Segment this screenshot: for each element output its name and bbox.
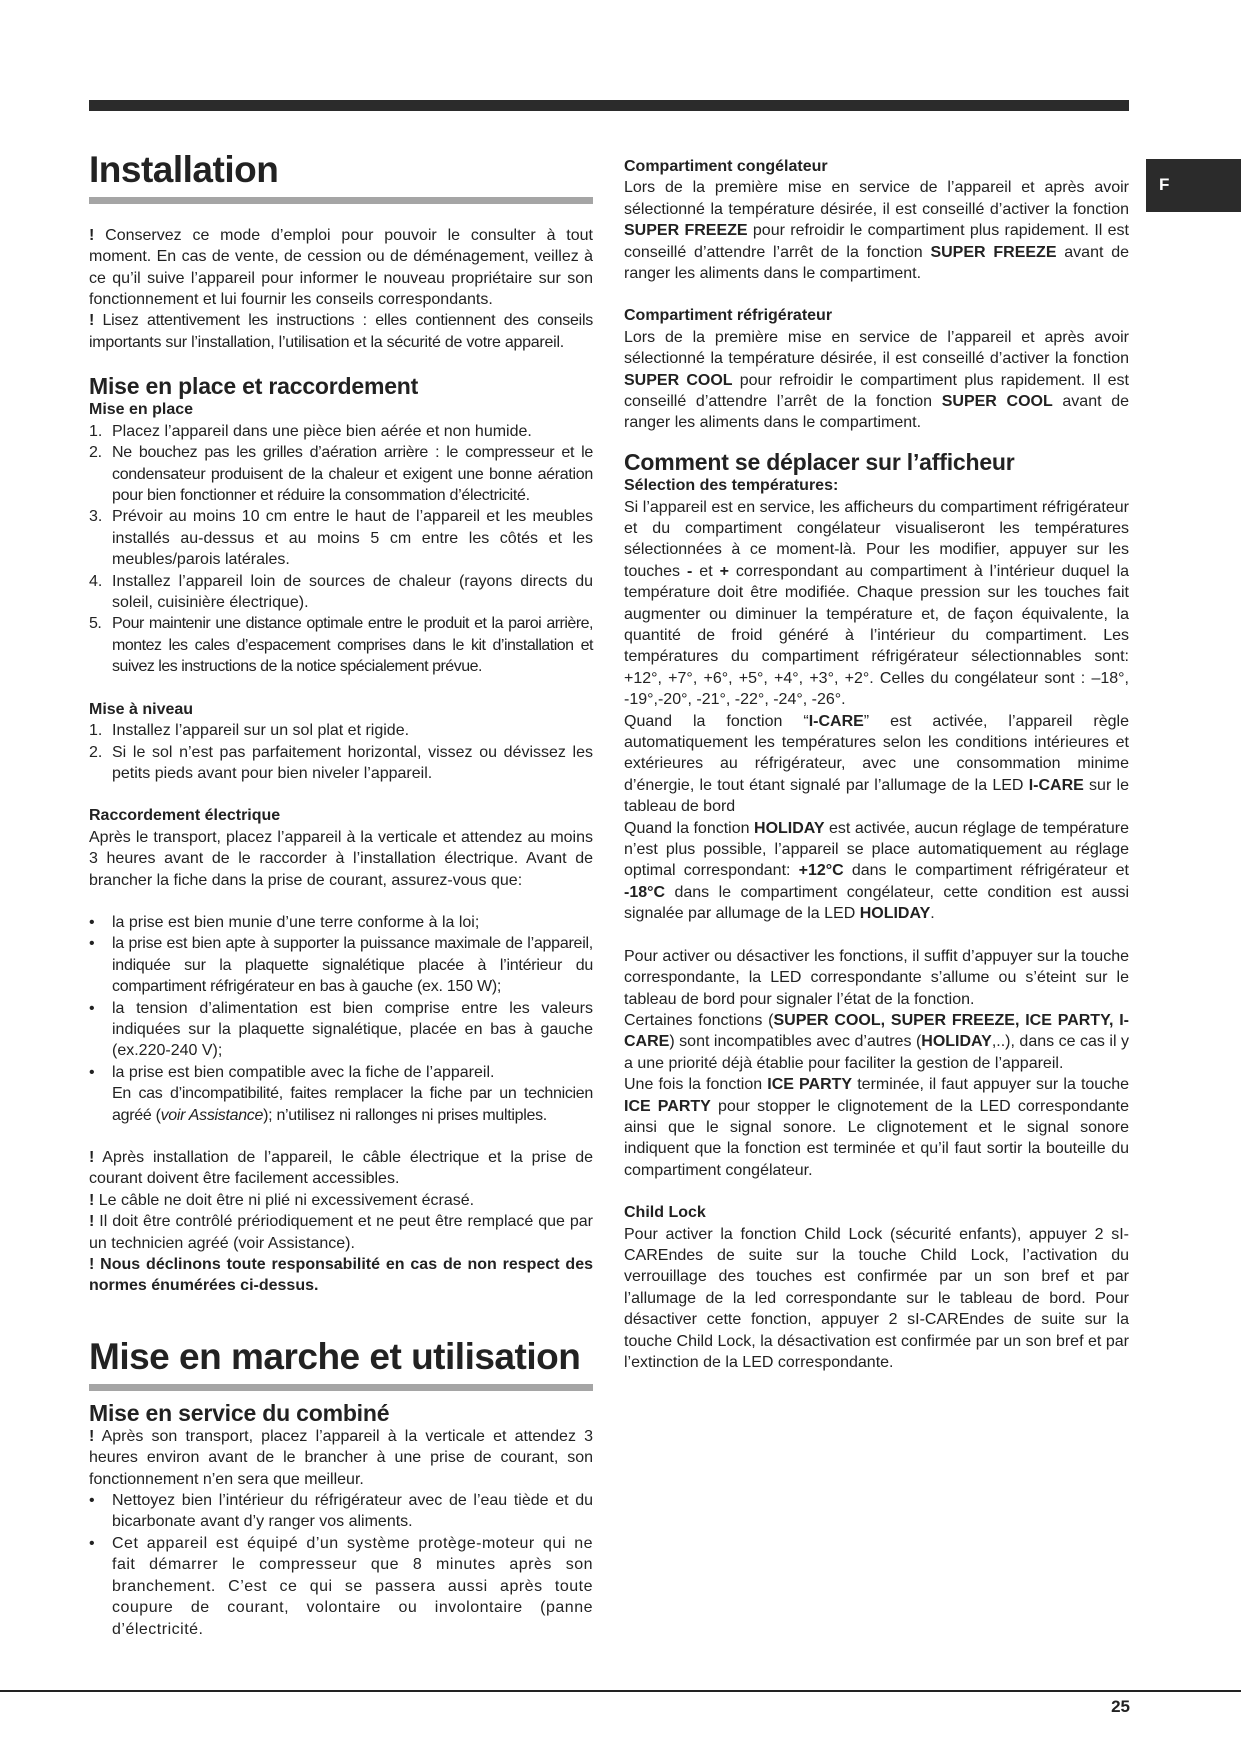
holiday-paragraph: Quand la fonction HOLIDAY est activée, aucun réglage de température n’est plus possible, l’appareil se place automatiquement au réglage optimal correspondant: +12°C dans le compartiment réfrigérateur et -18°C dans le compartiment congélateur, cette condition est aussi signalée par allumage de la LED HOLIDAY. [624,819,1130,923]
startup-title: Mise en marche et utilisation [89,1335,581,1377]
list-item: • Cet appareil est équipé d’un système protège-moteur qui ne fait démarrer le compresseur que 8 minutes après son branchement. C’est ce qui se passera aussi après toute coupure de courant, volontaire ou involontaire (panne d’électricité. [89,1534,593,1638]
right-column [624,156,1129,1373]
assistance-reference: voir Assistance [160,1106,264,1124]
service-bullets [89,1490,593,1640]
list-item: 1. Placez l’appareil dans une pièce bien aérée et non humide. [89,422,532,440]
intro-paragraph-1: ! Conservez ce mode d’emploi pour pouvoir le consulter à tout moment. En cas de vente, de cession ou de déménagement, veillez à ce qu’il suive l’appareil pour informer le nouveau propriétaire sur son fonctionnement et lui fournir les conseils correspondants. [89,226,593,308]
startup-title-rule [89,1384,593,1391]
temps-subheading: Sélection des températures: [624,477,839,495]
electric-intro: Après le transport, placez l’appareil à la verticale et attendez au moins 3 heures avant de le raccorder à l’installation électrique. Avant de brancher la fiche dans la prise de courant, assurez-vous que: [89,828,593,889]
warning-2: ! Le câble ne doit être ni plié ni excessivement écrasé. [89,1191,475,1209]
icare-paragraph: Quand la fonction “I-CARE” est activée, l’appareil règle automatiquement les températures selon les conditions intérieures et extérieures au réfrigérateur, avec une consommation minime d’énergie, le tout étant signalé par l’allumage de la LED I-CARE sur le tableau de bord [624,712,1129,816]
disclaimer: ! Nous déclinons toute responsabilité en cas de non respect des normes énumérées ci-dessus. [89,1256,593,1295]
installation-title-rule [89,197,593,204]
fridge-paragraph: Lors de la première mise en service de l’appareil et après avoir sélectionné la température désirée, il est conseillé d’activer la fonction SUPER COOL pour refroidir le compartiment plus rapidement. Il est conseillé d’attendre l’arrêt de la fonction SUPER COOL avant de ranger les aliments dans le compartiment. [624,328,1130,432]
freezer-heading: Compartiment congélateur [624,158,828,175]
installation-title: Installation [89,149,279,190]
list-item: • Nettoyez bien l’intérieur du réfrigérateur avec de l’eau tiède et du bicarbonate avant d’y ranger vos aliments. [89,1492,593,1531]
child-lock-paragraph: Pour activer la fonction Child Lock (sécurité enfants), appuyer 2 sI-CAREndes de suite sur la touche Child Lock, l’activation du verrouillage des touches est confirmée par un son bref et par l’allumage de la led correspondante sur le tableau de bord. Pour désactiver cette fonction, appuyer 2 sI-CAREndes de suite sur la touche Child Lock, la désactivation est confirmée par un son bref et par l’extinction de la LED correspondante. [624,1225,1129,1372]
top-rule [89,100,1129,111]
service-heading: Mise en service du combiné [89,1399,390,1426]
freezer-paragraph: Lors de la première mise en service de l’appareil et après avoir sélectionné la température désirée, il est conseillé d’activer la fonction SUPER FREEZE pour refroidir le compartiment plus rapidement. Il est conseillé d’attendre l’arrêt de la fonction SUPER FREEZE avant de ranger les aliments dans le compartiment. [624,179,1130,283]
list-item: 3. Prévoir au moins 10 cm entre le haut de l’appareil et les meubles installés au-dessus et au moins 5 cm entre les côtés et les meubles/parois latérales. [89,508,593,569]
level-subheading: Mise à niveau [89,700,194,718]
ice-party-paragraph: Une fois la fonction ICE PARTY terminée, il faut appuyer sur la touche ICE PARTY pour stopper le clignotement de la LED correspondante ainsi que le signal sonore. Le clignotement et le signal sonore indiquent que la fonction est terminée et qu’il faut sortir la bouteille du compartiment congélateur. [624,1076,1130,1179]
list-item: 4. Installez l’appareil loin de sources de chaleur (rayons directs du soleil, cuisinière électrique). [89,572,593,612]
fridge-heading: Compartiment réfrigérateur [624,307,833,325]
activate-paragraph: Pour activer ou désactiver les fonctions, il suffit d’appuyer sur la touche correspondante, la LED correspondante s’allume ou s’éteint sur le tableau de bord pour signaler l’état de la fonction. [624,947,1129,1008]
placement-subheading: Mise en place [89,401,194,419]
list-item: • la prise est bien compatible avec la fiche de l’appareil. En cas d’incompatibilité, faites remplacer la fiche par un technicien agréé (voir Assistance); n’utilisez ni rallonges ni prises multiples. [89,1063,593,1124]
left-column [89,150,593,1640]
service-paragraph: ! Après son transport, placez l’appareil à la verticale et attendez 3 heures environ avant de le brancher à une prise de courant, son fonctionnement n’en sera que meilleur. [89,1427,593,1488]
language-tab [1146,159,1241,212]
list-item: 1. Installez l’appareil sur un sol plat et rigide. [89,722,410,740]
child-lock-heading: Child Lock [624,1204,706,1222]
temps-paragraph: Si l’appareil est en service, les afficheurs du compartiment réfrigérateur et du compartiment congélateur visualiseront les températures sélectionnées à ce moment-là. Pour les modifier, appuyer sur les touches - et + correspondant au compartiment à l’intérieur duquel la température doit être modifiée. Chaque pression sur les touches fait augmenter ou diminuer la température et, de façon équivalente, la quantité de froid généré à l’intérieur du compartiment. Les températures du compartiment réfrigérateur sélectionnables sont: +12°, +7°, +6°, +5°, +4°, +3°, +2°. Celles du congélateur sont : –18°, -19°,-20°, -21°, -22°, -24°, -26°. [624,498,1130,709]
level-list [89,720,593,784]
warning-1: ! Après installation de l’appareil, le câble électrique et la prise de courant doivent être facilement accessibles. [89,1149,593,1188]
list-item: 2. Ne bouchez pas les grilles d’aération arrière : le compresseur et le condensateur produisent de la chaleur et exigent une bonne aération pour bien fonctionner et réduire la consommation d’électricité. [89,444,593,505]
placement-heading: Mise en place et raccordement [89,373,419,400]
bottom-rule [0,1690,1241,1692]
list-item: 5. Pour maintenir une distance optimale entre le produit et la paroi arrière, montez les cales d’espacement comprises dans le kit d’installation et suivez les instructions de la notice spécialement prévue. [89,615,593,676]
warning-3: ! Il doit être contrôlé prériodiquement et ne peut être remplacé que par un technicien agréé (voir Assistance). [89,1213,593,1252]
electric-subheading: Raccordement électrique [89,807,281,825]
placement-list [89,421,593,678]
list-item: 2. Si le sol n’est pas parfaitement horizontal, vissez ou dévissez les petits pieds avant pour bien niveler l’appareil. [89,743,593,782]
intro-paragraph-2: ! Lisez attentivement les instructions : elles contiennent des conseils importants sur l’installation, l’utilisation et la sécurité de votre appareil. [89,312,593,351]
list-item: • la tension d’alimentation est bien comprise entre les valeurs indiquées sur la plaquette signalétique, placée en bas à gauche (ex.220-240 V); [89,999,593,1060]
list-item: • la prise est bien apte à supporter la puissance maximale de l’appareil, indiquée sur la plaquette signalétique placée à l’intérieur du compartiment réfrigérateur en bas à gauche (ex. 150 W); [89,935,593,996]
language-label: F [1159,175,1170,194]
page-number: 25 [1111,1697,1130,1716]
electric-bullets [89,912,593,1126]
display-heading: Comment se déplacer sur l’afficheur [624,448,1015,475]
list-item: • la prise est bien munie d’une terre conforme à la loi; [89,913,480,931]
incompatible-paragraph: Certaines fonctions (SUPER COOL, SUPER FREEZE, ICE PARTY, I-CARE) sont incompatibles avec d’autres (HOLIDAY,..), dans ce cas il y a une priorité déjà établie pour faciliter la gestion de l’appareil. [624,1011,1130,1072]
